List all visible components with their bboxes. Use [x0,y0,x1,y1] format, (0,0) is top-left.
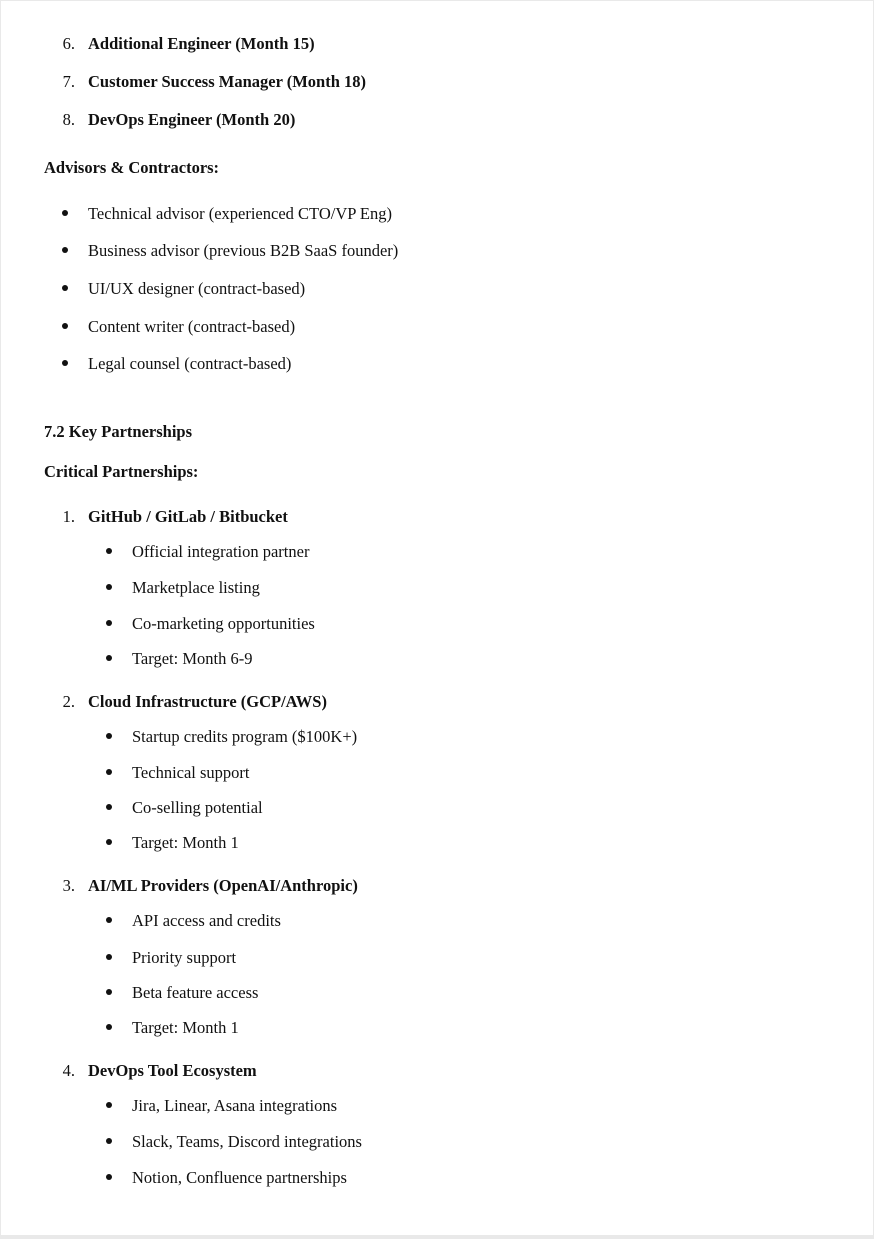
list-number: 7. [62,72,75,91]
advisors-heading: Advisors & Contractors: [44,158,220,177]
partnerships-subheading: Critical Partnerships: [44,462,199,481]
list-number: 3. [62,876,75,895]
list-item: UI/UX designer (contract-based) [88,279,306,298]
bullet-icon [106,989,112,995]
list-item: Technical advisor (experienced CTO/VP Eng) [88,204,392,223]
bullet-icon [106,548,112,554]
group-title: DevOps Tool Ecosystem [88,1061,257,1080]
bullet-icon [106,954,112,960]
list-item: Additional Engineer (Month 15) [88,34,315,53]
bullet-icon [106,733,112,739]
bullet-icon [106,804,112,810]
group-title: Cloud Infrastructure (GCP/AWS) [88,692,327,711]
list-item: Business advisor (previous B2B SaaS founder) [88,241,399,260]
list-item: Notion, Confluence partnerships [132,1168,347,1187]
list-item: DevOps Engineer (Month 20) [88,110,296,129]
bullet-icon [106,620,112,626]
list-item: Official integration partner [132,542,310,561]
list-item: Target: Month 6-9 [132,649,253,668]
list-item: Jira, Linear, Asana integrations [132,1096,338,1115]
group-title: AI/ML Providers (OpenAI/Anthropic) [88,876,358,895]
list-item: Priority support [132,948,237,967]
list-item: Slack, Teams, Discord integrations [132,1132,362,1151]
list-number: 8. [62,110,75,129]
bullet-icon [62,360,68,366]
list-item: Beta feature access [132,983,259,1002]
bullet-icon [106,655,112,661]
list-item: Target: Month 1 [132,833,239,852]
list-item: Marketplace listing [132,578,260,597]
list-item: API access and credits [132,911,281,930]
list-number: 1. [62,507,75,526]
list-number: 6. [62,34,75,53]
list-item: Content writer (contract-based) [88,317,296,336]
list-item: Technical support [132,763,250,782]
bullet-icon [106,769,112,775]
document-page [1,1,873,1235]
list-item: Startup credits program ($100K+) [132,727,358,746]
bullet-icon [106,917,112,923]
group-title: GitHub / GitLab / Bitbucket [88,507,288,526]
list-item: Co-marketing opportunities [132,614,315,633]
list-item: Co-selling potential [132,798,263,817]
list-number: 4. [62,1061,75,1080]
bullet-icon [106,584,112,590]
bullet-icon [62,323,68,329]
list-item: Target: Month 1 [132,1018,239,1037]
bullet-icon [106,1174,112,1180]
bullet-icon [62,210,68,216]
list-item: Customer Success Manager (Month 18) [88,72,367,91]
list-number: 2. [62,692,75,711]
bullet-icon [106,1102,112,1108]
bullet-icon [62,247,68,253]
section-title: 7.2 Key Partnerships [44,422,193,441]
bullet-icon [62,285,68,291]
list-item: Legal counsel (contract-based) [88,354,292,373]
bullet-icon [106,1024,112,1030]
bullet-icon [106,1138,112,1144]
bullet-icon [106,839,112,845]
